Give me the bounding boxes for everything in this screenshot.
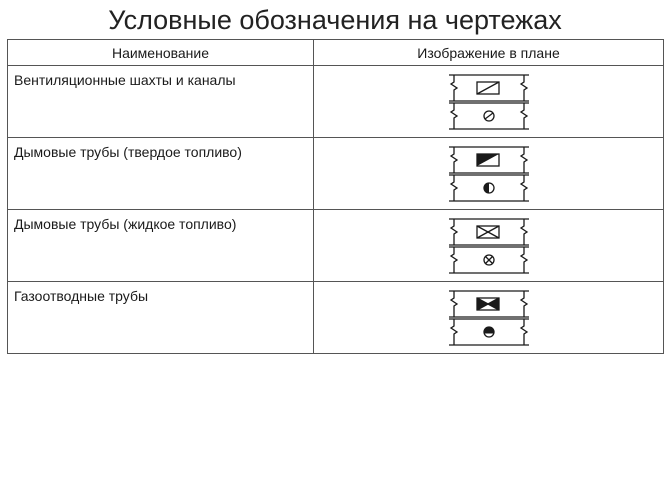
table-row (8, 210, 664, 282)
row-name: Дымовые трубы (жидкое топливо) (8, 210, 314, 282)
table-row (8, 66, 664, 138)
table-row (8, 138, 664, 210)
row-symbol-cell (314, 66, 664, 138)
row-name: Дымовые трубы (твердое топливо) (8, 138, 314, 210)
row-symbol-cell (314, 210, 664, 282)
table-row (8, 282, 664, 354)
gas-exhaust-pipe-symbol-icon (449, 288, 529, 348)
row-symbol-cell (314, 282, 664, 354)
page-title: Условные обозначения на чертежах (108, 5, 562, 35)
chimney-liquid-fuel-symbol-icon (449, 216, 529, 276)
row-name: Вентиляционные шахты и каналы (8, 66, 314, 138)
chimney-solid-fuel-symbol-icon (449, 144, 529, 204)
header-image: Изображение в плане (314, 40, 664, 66)
legend-table (7, 39, 664, 354)
table-header-row (8, 40, 664, 66)
row-name: Газоотводные трубы (8, 282, 314, 354)
header-name: Наименование (8, 40, 314, 66)
ventilation-symbol-icon (449, 72, 529, 132)
row-symbol-cell (314, 138, 664, 210)
